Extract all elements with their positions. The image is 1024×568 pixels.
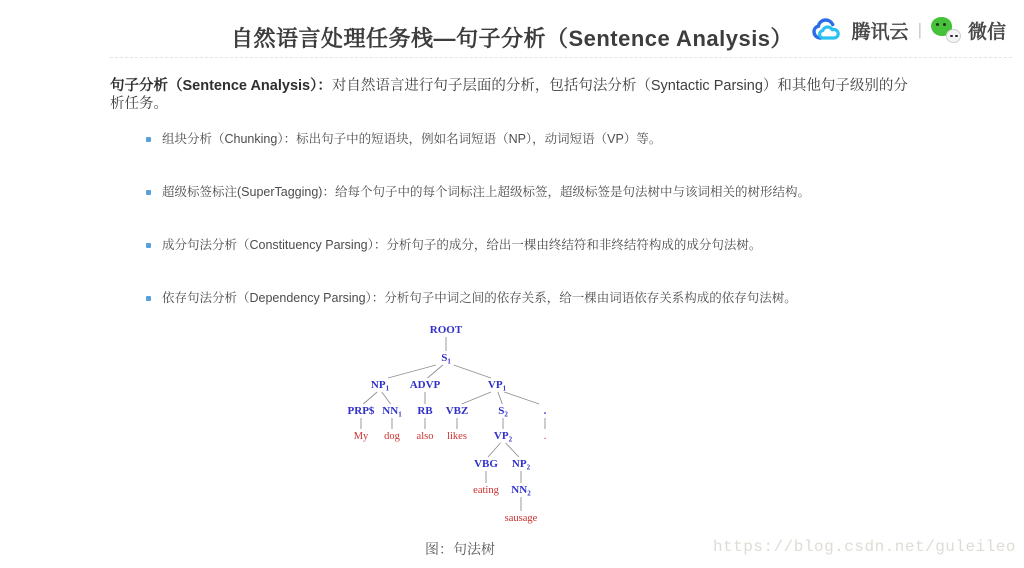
tencent-cloud-label: 腾讯云	[851, 21, 909, 43]
tree-node-dot: .	[543, 431, 547, 442]
tree-node-NN2: $NN_2$	[511, 484, 531, 498]
tree-node-NN1: $NN_1$	[382, 405, 402, 419]
intro-lead: 句子分析（Sentence Analysis）：	[110, 78, 332, 94]
tree-node-eating: eating	[473, 485, 499, 496]
syntax-tree-svg	[330, 320, 580, 534]
tree-node-NP2: $NP_2$	[511, 458, 531, 472]
bullet-text-dependency: 依存句法分析（Dependency Parsing）：分析句子中词之间的依存关系，给一棵由词语依存关系构成的依存句法树。	[162, 291, 797, 305]
title-separator	[110, 57, 1012, 58]
tree-node-VBG: VBG	[474, 458, 498, 470]
tree-node-also: also	[416, 431, 434, 442]
intro-body: 对自然语言进行句子层面的分析，包括句法分析（Syntactic Parsing）和其他句子级别的分析任务。	[110, 78, 908, 112]
tree-node-RB: RB	[417, 405, 433, 417]
tree-node-VP1: $VP_1$	[487, 379, 507, 393]
tree-node-sausage: sausage	[504, 513, 538, 524]
tree-node-ADVP: ADVP	[409, 379, 441, 391]
bullet-text-constituency: 成分句法分析（Constituency Parsing）：分析句子的成分，给出一棵由终结符和非终结符构成的成分句法树。	[162, 238, 762, 252]
list-item	[146, 290, 886, 306]
tree-node-VBZ: VBZ	[445, 405, 469, 417]
tree-node-VP2: $VP_2$	[493, 430, 513, 444]
intro-paragraph	[110, 77, 918, 113]
bullet-dot-icon	[146, 137, 151, 142]
tree-node-NP1: $NP_1$	[370, 379, 390, 393]
tree-node-dog: dog	[384, 431, 400, 442]
bullet-text-supertagging: 超级标签标注(SuperTagging)：给每个句子中的每个词标注上超级标签，超级标签是句法树中与该词相关的树形结构。	[162, 185, 810, 199]
tree-node-S1: $S_1$	[441, 352, 451, 366]
bullet-dot-icon	[146, 243, 151, 248]
tencent-cloud-icon	[811, 17, 845, 43]
list-item	[146, 184, 886, 200]
wechat-icon	[931, 17, 961, 44]
list-item	[146, 237, 886, 253]
brand-divider: |	[917, 20, 922, 39]
tree-node-PRPS: PRP$	[347, 405, 375, 417]
bullet-dot-icon	[146, 296, 151, 301]
watermark-url: https://blog.csdn.net/guleileo	[712, 538, 1016, 556]
syntax-tree-figure	[330, 320, 580, 534]
tree-node-S2: $S_2$	[498, 405, 508, 419]
brand-area	[805, 15, 1006, 45]
wechat-label: 微信	[967, 21, 1006, 43]
bullet-list	[146, 131, 886, 343]
list-item	[146, 131, 886, 147]
page-title: 自然语言处理任务栈—句子分析（Sentence Analysis）	[230, 26, 794, 51]
bullet-dot-icon	[146, 190, 151, 195]
figure-caption: 图：句法树	[425, 541, 495, 557]
tree-node-My: My	[353, 431, 369, 442]
tree-node-PUNCT: .	[543, 405, 547, 417]
tree-node-likes: likes	[447, 431, 467, 442]
tree-node-ROOT: ROOT	[429, 324, 463, 336]
bullet-text-chunking: 组块分析（Chunking）：标出句子中的短语块，例如名词短语（NP），动词短语（VP）等。	[162, 132, 662, 146]
